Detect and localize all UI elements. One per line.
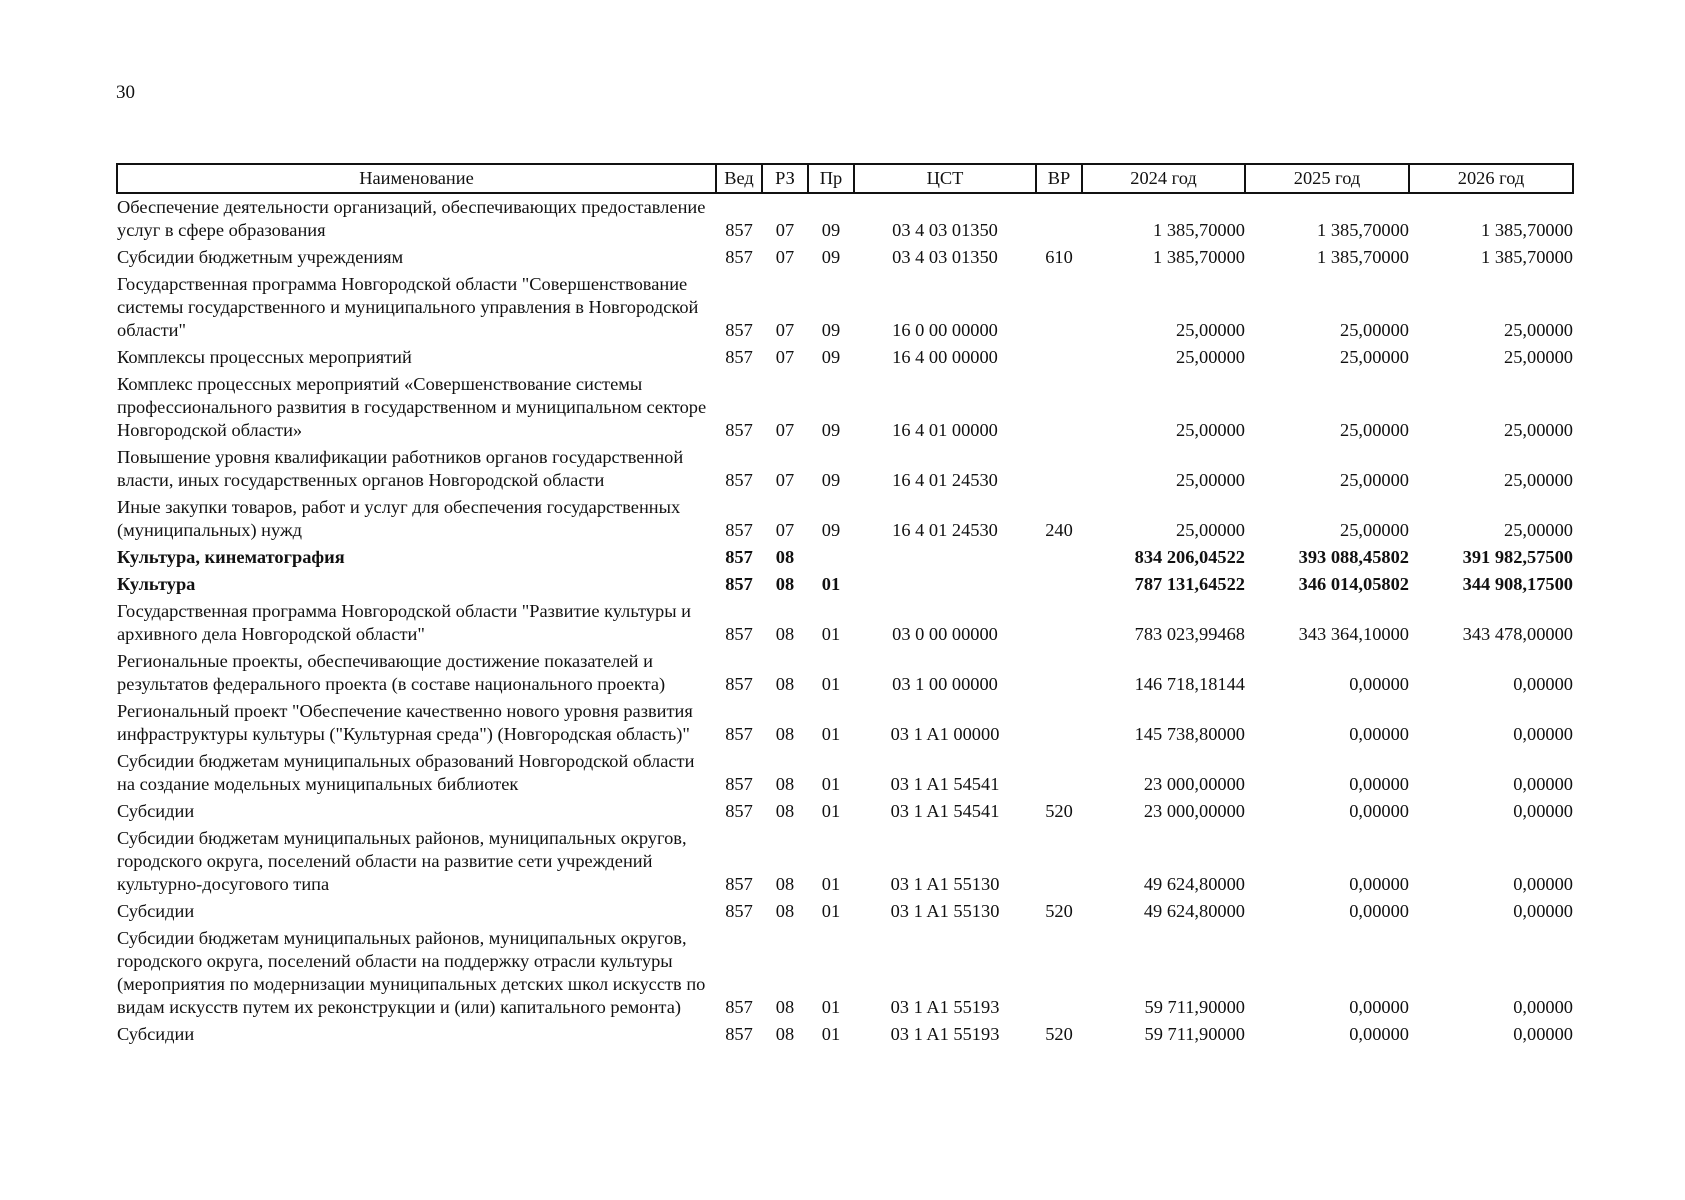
cell-rz: 07 (775, 520, 795, 540)
cell-2024: 49 624,80000 (1143, 874, 1245, 894)
cell-cst: 03 1 A1 54541 (890, 801, 1000, 821)
header-cst: ЦСТ (854, 164, 1036, 193)
cell-2026: 343 478,00000 (1462, 624, 1573, 644)
cell-vr (1036, 748, 1082, 798)
table-body (117, 193, 1573, 1048)
cell-ved: 857 (725, 247, 753, 267)
table-row (117, 798, 1573, 825)
header-name: Наименование (117, 164, 716, 193)
cell-cst: 16 4 01 00000 (892, 420, 998, 440)
cell-pr: 09 (821, 420, 841, 440)
cell-pr (808, 544, 854, 571)
cell-2026: 1 385,70000 (1481, 220, 1573, 240)
cell-2026: 0,00000 (1513, 1024, 1573, 1044)
cell-ved: 857 (725, 1024, 753, 1044)
cell-pr: 01 (821, 674, 841, 694)
cell-2025: 25,00000 (1340, 320, 1409, 340)
cell-2025: 0,00000 (1349, 674, 1409, 694)
cell-name: Культура (117, 574, 196, 594)
cell-2026: 25,00000 (1504, 520, 1573, 540)
table-row (117, 598, 1573, 648)
cell-2025: 0,00000 (1349, 774, 1409, 794)
cell-name: Субсидии (117, 1024, 195, 1044)
cell-ved: 857 (725, 901, 753, 921)
cell-2025: 346 014,05802 (1298, 574, 1409, 594)
cell-rz: 07 (775, 247, 795, 267)
cell-rz: 08 (775, 724, 795, 744)
cell-2024: 145 738,80000 (1134, 724, 1245, 744)
cell-name: Государственная программа Новгородской области "Развитие культуры и архивного дела Новгородской области" (117, 601, 691, 644)
cell-ved: 857 (725, 574, 753, 594)
cell-pr: 01 (821, 574, 841, 594)
cell-vr: 520 (1045, 1024, 1073, 1044)
cell-name: Субсидии бюджетам муниципальных районов, муниципальных округов, городского округа, поселений области на поддержку отрасли культуры (мероприятия по модернизации муниципальных детских школ искусств по видам искусств путем их реконструкции и (или) капитального ремонта) (117, 928, 706, 1017)
cell-2025: 0,00000 (1349, 1024, 1409, 1044)
table-row (117, 244, 1573, 271)
cell-2025: 25,00000 (1340, 520, 1409, 540)
cell-name: Субсидии бюджетам муниципальных районов, муниципальных округов, городского округа, поселений области на развитие сети учреждений культурно-досугового типа (117, 828, 687, 894)
cell-2026: 0,00000 (1513, 997, 1573, 1017)
cell-name: Комплекс процессных мероприятий «Совершенствование системы профессионального развития в государственном и муниципальном секторе Новгородской области» (117, 374, 707, 440)
cell-rz: 08 (775, 874, 795, 894)
cell-2024: 25,00000 (1176, 320, 1245, 340)
cell-ved: 857 (725, 997, 753, 1017)
cell-2024: 59 711,90000 (1144, 997, 1245, 1017)
cell-name: Субсидии (117, 801, 195, 821)
cell-pr: 01 (821, 1024, 841, 1044)
cell-ved: 857 (725, 624, 753, 644)
cell-rz: 07 (775, 220, 795, 240)
cell-ved: 857 (725, 520, 753, 540)
cell-vr (1036, 271, 1082, 344)
cell-cst: 16 4 00 00000 (892, 347, 998, 367)
table-row (117, 544, 1573, 571)
page-number: 30 (116, 82, 135, 103)
table-row (117, 648, 1573, 698)
cell-2024: 787 131,64522 (1134, 574, 1245, 594)
cell-ved: 857 (725, 470, 753, 490)
cell-2024: 25,00000 (1176, 420, 1245, 440)
cell-rz: 08 (775, 1024, 795, 1044)
cell-pr: 01 (821, 874, 841, 894)
table-row (117, 193, 1573, 244)
cell-rz: 08 (775, 574, 795, 594)
cell-name: Субсидии (117, 901, 195, 921)
cell-rz: 07 (775, 347, 795, 367)
cell-2026: 344 908,17500 (1462, 574, 1573, 594)
cell-2024: 1 385,70000 (1153, 220, 1245, 240)
header-2025: 2025 год (1245, 164, 1409, 193)
cell-vr (1036, 925, 1082, 1021)
cell-2024: 783 023,99468 (1134, 624, 1245, 644)
cell-pr: 09 (821, 520, 841, 540)
cell-name: Обеспечение деятельности организаций, обеспечивающих предоставление услуг в сфере образования (117, 197, 706, 240)
cell-vr (1036, 544, 1082, 571)
budget-table (116, 163, 1574, 1048)
cell-name: Комплексы процессных мероприятий (117, 347, 412, 367)
cell-2025: 0,00000 (1349, 901, 1409, 921)
cell-2025: 1 385,70000 (1317, 247, 1409, 267)
cell-cst: 16 0 00 00000 (892, 320, 998, 340)
cell-cst (854, 571, 1036, 598)
cell-2024: 834 206,04522 (1134, 547, 1245, 567)
cell-2026: 0,00000 (1513, 774, 1573, 794)
cell-pr: 09 (821, 347, 841, 367)
cell-pr: 09 (821, 247, 841, 267)
cell-2026: 0,00000 (1513, 724, 1573, 744)
cell-2026: 25,00000 (1504, 320, 1573, 340)
cell-2025: 0,00000 (1349, 801, 1409, 821)
cell-2025: 343 364,10000 (1298, 624, 1409, 644)
cell-pr: 01 (821, 624, 841, 644)
cell-name: Государственная программа Новгородской области "Совершенствование системы государственного и муниципального управления в Новгородской области" (117, 274, 699, 340)
cell-name: Субсидии бюджетам муниципальных образований Новгородской области на создание модельных муниципальных библиотек (117, 751, 695, 794)
cell-rz: 08 (775, 624, 795, 644)
cell-2025: 25,00000 (1340, 470, 1409, 490)
cell-name: Культура, кинематография (117, 547, 345, 567)
cell-cst: 16 4 01 24530 (892, 520, 998, 540)
cell-pr: 01 (821, 774, 841, 794)
cell-name: Региональные проекты, обеспечивающие достижение показателей и результатов федерального проекта (в составе национального проекта) (117, 651, 666, 694)
cell-ved: 857 (725, 874, 753, 894)
cell-name: Повышение уровня квалификации работников органов государственной власти, иных государственных органов Новгородской области (117, 447, 684, 490)
cell-vr (1036, 825, 1082, 898)
cell-2024: 25,00000 (1176, 520, 1245, 540)
table-row (117, 748, 1573, 798)
cell-2025: 0,00000 (1349, 724, 1409, 744)
table-row (117, 371, 1573, 444)
cell-vr (1036, 193, 1082, 244)
cell-cst: 03 1 A1 54541 (890, 774, 1000, 794)
cell-2026: 0,00000 (1513, 901, 1573, 921)
cell-pr: 01 (821, 997, 841, 1017)
cell-2024: 23 000,00000 (1143, 801, 1245, 821)
cell-pr: 09 (821, 220, 841, 240)
cell-2025: 393 088,45802 (1298, 547, 1409, 567)
cell-name: Субсидии бюджетным учреждениям (117, 247, 404, 267)
cell-cst: 03 1 A1 55193 (890, 1024, 1000, 1044)
cell-2024: 23 000,00000 (1143, 774, 1245, 794)
cell-ved: 857 (725, 547, 753, 567)
cell-vr (1036, 371, 1082, 444)
table-row (117, 494, 1573, 544)
header-pr: Пр (808, 164, 854, 193)
cell-vr: 520 (1045, 801, 1073, 821)
header-2026: 2026 год (1409, 164, 1573, 193)
cell-2025: 25,00000 (1340, 347, 1409, 367)
cell-2025: 1 385,70000 (1317, 220, 1409, 240)
cell-ved: 857 (725, 420, 753, 440)
table-row (117, 1021, 1573, 1048)
cell-cst: 03 4 03 01350 (892, 247, 998, 267)
cell-2026: 25,00000 (1504, 347, 1573, 367)
cell-2024: 1 385,70000 (1153, 247, 1245, 267)
table-row (117, 271, 1573, 344)
header-vr: ВР (1036, 164, 1082, 193)
table-row (117, 444, 1573, 494)
cell-2026: 0,00000 (1513, 874, 1573, 894)
cell-ved: 857 (725, 347, 753, 367)
cell-cst: 16 4 01 24530 (892, 470, 998, 490)
table-row (117, 925, 1573, 1021)
table-header (117, 164, 1573, 193)
table-row (117, 571, 1573, 598)
cell-rz: 08 (775, 674, 795, 694)
cell-vr: 610 (1045, 247, 1073, 267)
table-row (117, 698, 1573, 748)
cell-vr (1036, 648, 1082, 698)
cell-2026: 391 982,57500 (1462, 547, 1573, 567)
cell-2026: 1 385,70000 (1481, 247, 1573, 267)
cell-2026: 0,00000 (1513, 801, 1573, 821)
cell-2024: 49 624,80000 (1143, 901, 1245, 921)
table-row (117, 898, 1573, 925)
cell-rz: 08 (775, 801, 795, 821)
cell-vr (1036, 598, 1082, 648)
cell-rz: 07 (775, 320, 795, 340)
cell-cst: 03 1 00 00000 (892, 674, 998, 694)
cell-ved: 857 (725, 774, 753, 794)
cell-name: Иные закупки товаров, работ и услуг для обеспечения государственных (муниципальных) нужд (117, 497, 681, 540)
cell-pr: 09 (821, 470, 841, 490)
cell-2025: 0,00000 (1349, 874, 1409, 894)
cell-rz: 08 (775, 901, 795, 921)
cell-rz: 07 (775, 420, 795, 440)
cell-rz: 08 (775, 547, 795, 567)
cell-pr: 01 (821, 801, 841, 821)
cell-vr: 520 (1045, 901, 1073, 921)
cell-vr (1036, 344, 1082, 371)
cell-cst: 03 4 03 01350 (892, 220, 998, 240)
cell-ved: 857 (725, 220, 753, 240)
cell-cst: 03 0 00 00000 (892, 624, 998, 644)
header-rz: РЗ (762, 164, 808, 193)
cell-name: Региональный проект "Обеспечение качественно нового уровня развития инфраструктуры культуры ("Культурная среда") (Новгородская область)" (117, 701, 693, 744)
cell-ved: 857 (725, 801, 753, 821)
cell-2025: 25,00000 (1340, 420, 1409, 440)
cell-ved: 857 (725, 320, 753, 340)
cell-pr: 01 (821, 724, 841, 744)
cell-rz: 08 (775, 997, 795, 1017)
cell-2025: 0,00000 (1349, 997, 1409, 1017)
cell-2024: 25,00000 (1176, 347, 1245, 367)
cell-vr (1036, 571, 1082, 598)
cell-pr: 01 (821, 901, 841, 921)
cell-2026: 25,00000 (1504, 420, 1573, 440)
table-row (117, 825, 1573, 898)
cell-cst (854, 544, 1036, 571)
cell-vr (1036, 444, 1082, 494)
cell-cst: 03 1 A1 55130 (890, 901, 1000, 921)
cell-vr (1036, 698, 1082, 748)
cell-2024: 146 718,18144 (1134, 674, 1245, 694)
cell-cst: 03 1 A1 55193 (890, 997, 1000, 1017)
cell-ved: 857 (725, 724, 753, 744)
cell-pr: 09 (821, 320, 841, 340)
cell-2026: 25,00000 (1504, 470, 1573, 490)
cell-ved: 857 (725, 674, 753, 694)
cell-cst: 03 1 A1 00000 (890, 724, 1000, 744)
header-ved: Вед (716, 164, 762, 193)
cell-vr: 240 (1045, 520, 1073, 540)
table-row (117, 344, 1573, 371)
cell-rz: 08 (775, 774, 795, 794)
cell-2024: 25,00000 (1176, 470, 1245, 490)
cell-2026: 0,00000 (1513, 674, 1573, 694)
cell-rz: 07 (775, 470, 795, 490)
cell-2024: 59 711,90000 (1144, 1024, 1245, 1044)
header-2024: 2024 год (1082, 164, 1245, 193)
cell-cst: 03 1 A1 55130 (890, 874, 1000, 894)
